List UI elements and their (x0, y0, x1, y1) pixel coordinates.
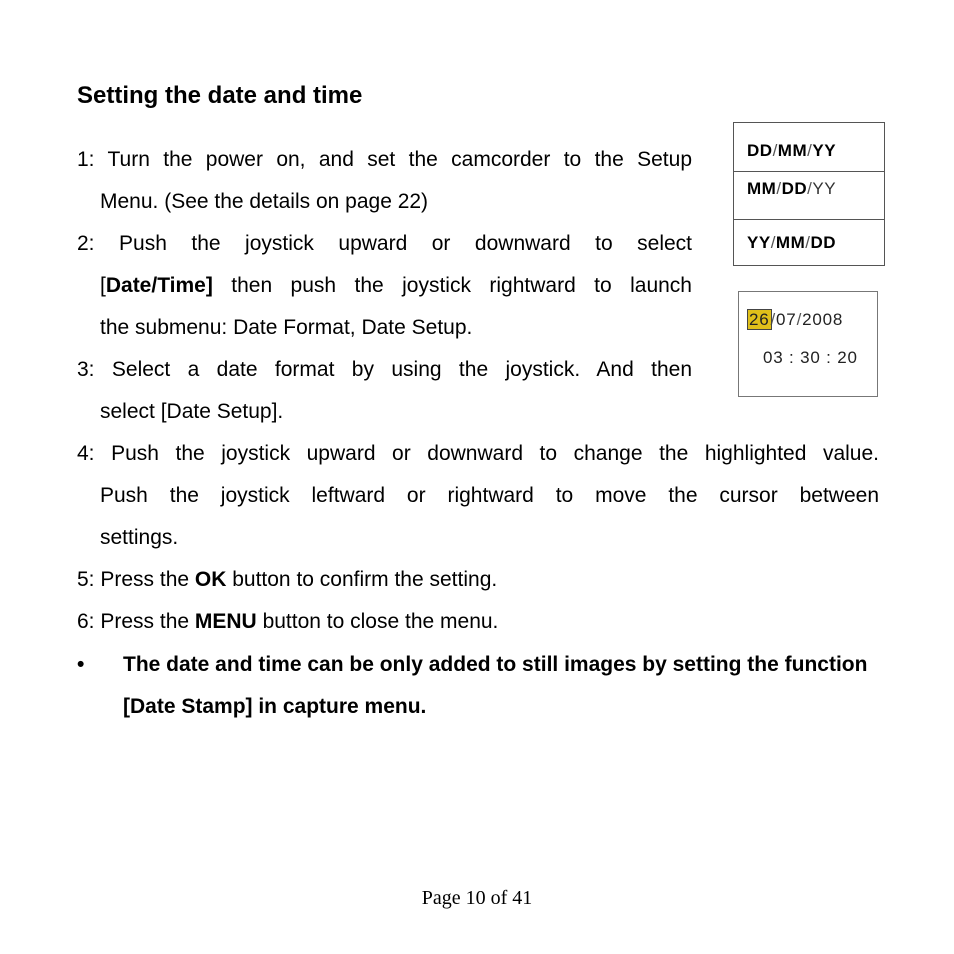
step-1 (77, 139, 692, 223)
step-4-line-2: Push the joystick leftward or rightward to move the cursor between (100, 484, 879, 507)
step-5-line (77, 559, 497, 601)
step-4-line-1: 4: Push the joystick upward or downward to change the highlighted value. (77, 442, 879, 465)
step-2-line-1: 2: Push the joystick upward or downward to select (77, 232, 692, 255)
step-5-post: button to confirm the setting. (226, 568, 498, 591)
step-6-line (77, 601, 498, 643)
second-field: 20 (837, 348, 858, 367)
step-2-line-2-rest: then push the joystick rightward to launch (212, 274, 692, 297)
page-number: Page 10 of 41 (421, 887, 533, 909)
date-setup-panel (738, 291, 878, 397)
time-value: 03 : 30 : 20 (763, 348, 858, 367)
bullet-icon: • (77, 653, 85, 676)
month-field: 07 (776, 310, 797, 329)
step-6-post: button to close the menu. (256, 610, 499, 633)
hour-field: 03 (763, 348, 784, 367)
date-format-option-3: YY/MM/DD (747, 233, 837, 252)
step-6 (77, 601, 498, 643)
step-3 (77, 349, 692, 433)
step-1-line-2: Menu. (See the details on page 22) (100, 190, 429, 213)
step-2-line-3: the submenu: Date Format, Date Setup. (100, 316, 473, 339)
divider (734, 219, 884, 220)
step-4-line-3: settings. (100, 526, 179, 549)
step-3-line-1: 3: Select a date format by using the joystick. And then (77, 358, 692, 381)
date-value: 26/07/2008 (749, 310, 844, 329)
step-5 (77, 559, 497, 601)
step-1-line-1: 1: Turn the power on, and set the camcorder to the Setup (77, 148, 692, 171)
bracket-open: [ (100, 274, 106, 297)
divider (734, 171, 884, 172)
date-format-menu (733, 122, 885, 266)
date-format-option-1: DD/MM/YY (747, 141, 837, 160)
step-3-line-2: select [Date Setup]. (100, 400, 284, 423)
step-4 (77, 433, 879, 559)
note (77, 644, 879, 728)
minute-field: 30 (800, 348, 821, 367)
note-text: The date and time can be only added to still images by setting the function [Date Stamp] in capture menu. (123, 653, 868, 718)
step-6-pre: 6: Press the (77, 610, 195, 633)
step-2-line-2 (77, 265, 692, 307)
ok-button-label: OK (194, 568, 227, 591)
step-2 (77, 223, 692, 349)
date-time-menu-label: Date/Time] (105, 274, 213, 297)
page-title: Setting the date and time (77, 82, 363, 109)
year-field: 2008 (802, 310, 844, 329)
day-field-highlighted: 26 (749, 310, 770, 329)
menu-button-label: MENU (194, 610, 257, 633)
step-5-pre: 5: Press the (77, 568, 195, 591)
date-format-option-2: MM/DD/YY (747, 179, 837, 198)
